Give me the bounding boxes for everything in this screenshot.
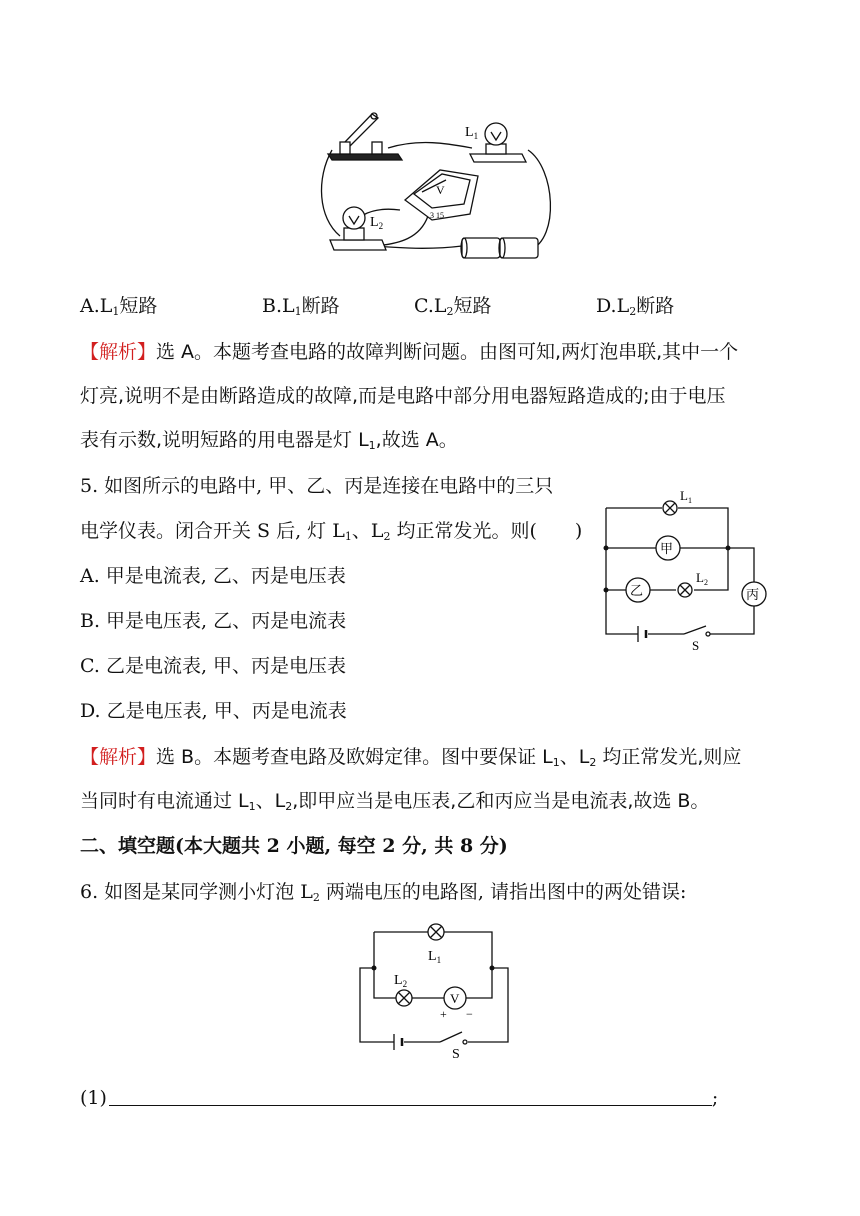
q5-switch-label: S [692, 638, 700, 653]
q6-minus-label: − [466, 1007, 473, 1021]
q4-analysis-line1: 【解析】选 A。本题考查电路的故障判断问题。由图可知,两灯泡串联,其中一个 [80, 341, 739, 363]
q5-analysis-line1: 【解析】选 B。本题考查电路及欧姆定律。图中要保证 $L_1$、$L_2$ 均正常发光,则应 [80, 746, 742, 769]
q5-meter-yi: 乙 [630, 583, 644, 598]
q5-option-a: A. 甲是电流表, 乙、丙是电压表 [80, 565, 346, 587]
q6-l2-label: $L_2$ [394, 973, 408, 989]
q5-analysis-line2: 当同时有电流通过 $L_1$、$L_2$,即甲应当是电压表,乙和丙应当是电流表,故选 B。 [80, 790, 710, 813]
q4-analysis-tag: 【解析】 [80, 341, 157, 363]
q5-option-d: D. 乙是电压表, 甲、丙是电流表 [80, 700, 347, 722]
q4-meter-scale: 3 15 [430, 211, 444, 220]
q5-stem-line2: 电学仪表。闭合开关 S 后, 灯 $L_1$、$L_2$ 均正常发光。则( ) [80, 520, 583, 543]
q5-analysis-tag: 【解析】 [80, 746, 157, 768]
q5-meter-bing: 丙 [746, 587, 760, 602]
q5-circuit-diagram [598, 486, 778, 656]
q4-option-d: $D.L_2$断路 [596, 295, 675, 318]
q6-blank-1-end: ; [711, 1087, 719, 1109]
q5-l1-label: $L_1$ [680, 488, 692, 505]
q6-meter-label: V [450, 991, 460, 1006]
q4-option-a: $A.L_1$短路 [80, 295, 158, 318]
q4-analysis-line3: 表有示数,说明短路的用电器是灯 $L_1$,故选 A。 [80, 429, 458, 452]
q6-blank-1-line[interactable] [109, 1087, 712, 1106]
q5-l2-label: $L_2$ [696, 570, 708, 587]
q5-stem-line1: 5. 如图所示的电路中, 甲、乙、丙是连接在电路中的三只 [80, 475, 554, 497]
q6-plus-label: + [440, 1007, 447, 1021]
q5-option-c: C. 乙是电流表, 甲、丙是电压表 [80, 655, 347, 677]
q4-analysis-line2: 灯亮,说明不是由断路造成的故障,而是电路中部分用电器短路造成的;由于电压 [80, 385, 726, 407]
q6-stem: 6. 如图是某同学测小灯泡 $L_2$ 两端电压的电路图, 请指出图中的两处错误: [80, 881, 687, 904]
q4-l1-label: $L_1$ [465, 125, 479, 141]
q6-l1-label: $L_1$ [428, 949, 442, 965]
q4-circuit-figure [310, 108, 560, 276]
q5-meter-jia: 甲 [660, 541, 674, 556]
q6-blank-1 [80, 1086, 718, 1110]
q6-blank-1-label: (1) [80, 1087, 107, 1109]
q4-l2-label: $L_2$ [370, 215, 384, 231]
q4-option-b: $B.L_1$断路 [262, 295, 340, 318]
section-heading-fill-in: 二、填空题(本大题共 2 小题, 每空 2 分, 共 8 分) [80, 835, 508, 857]
q5-option-b: B. 甲是电压表, 乙、丙是电流表 [80, 610, 347, 632]
q4-option-c: $C.L_2$短路 [414, 295, 492, 318]
q6-switch-label: S [452, 1047, 460, 1060]
q4-meter-label: V [436, 183, 445, 197]
q6-circuit-diagram [356, 918, 526, 1060]
